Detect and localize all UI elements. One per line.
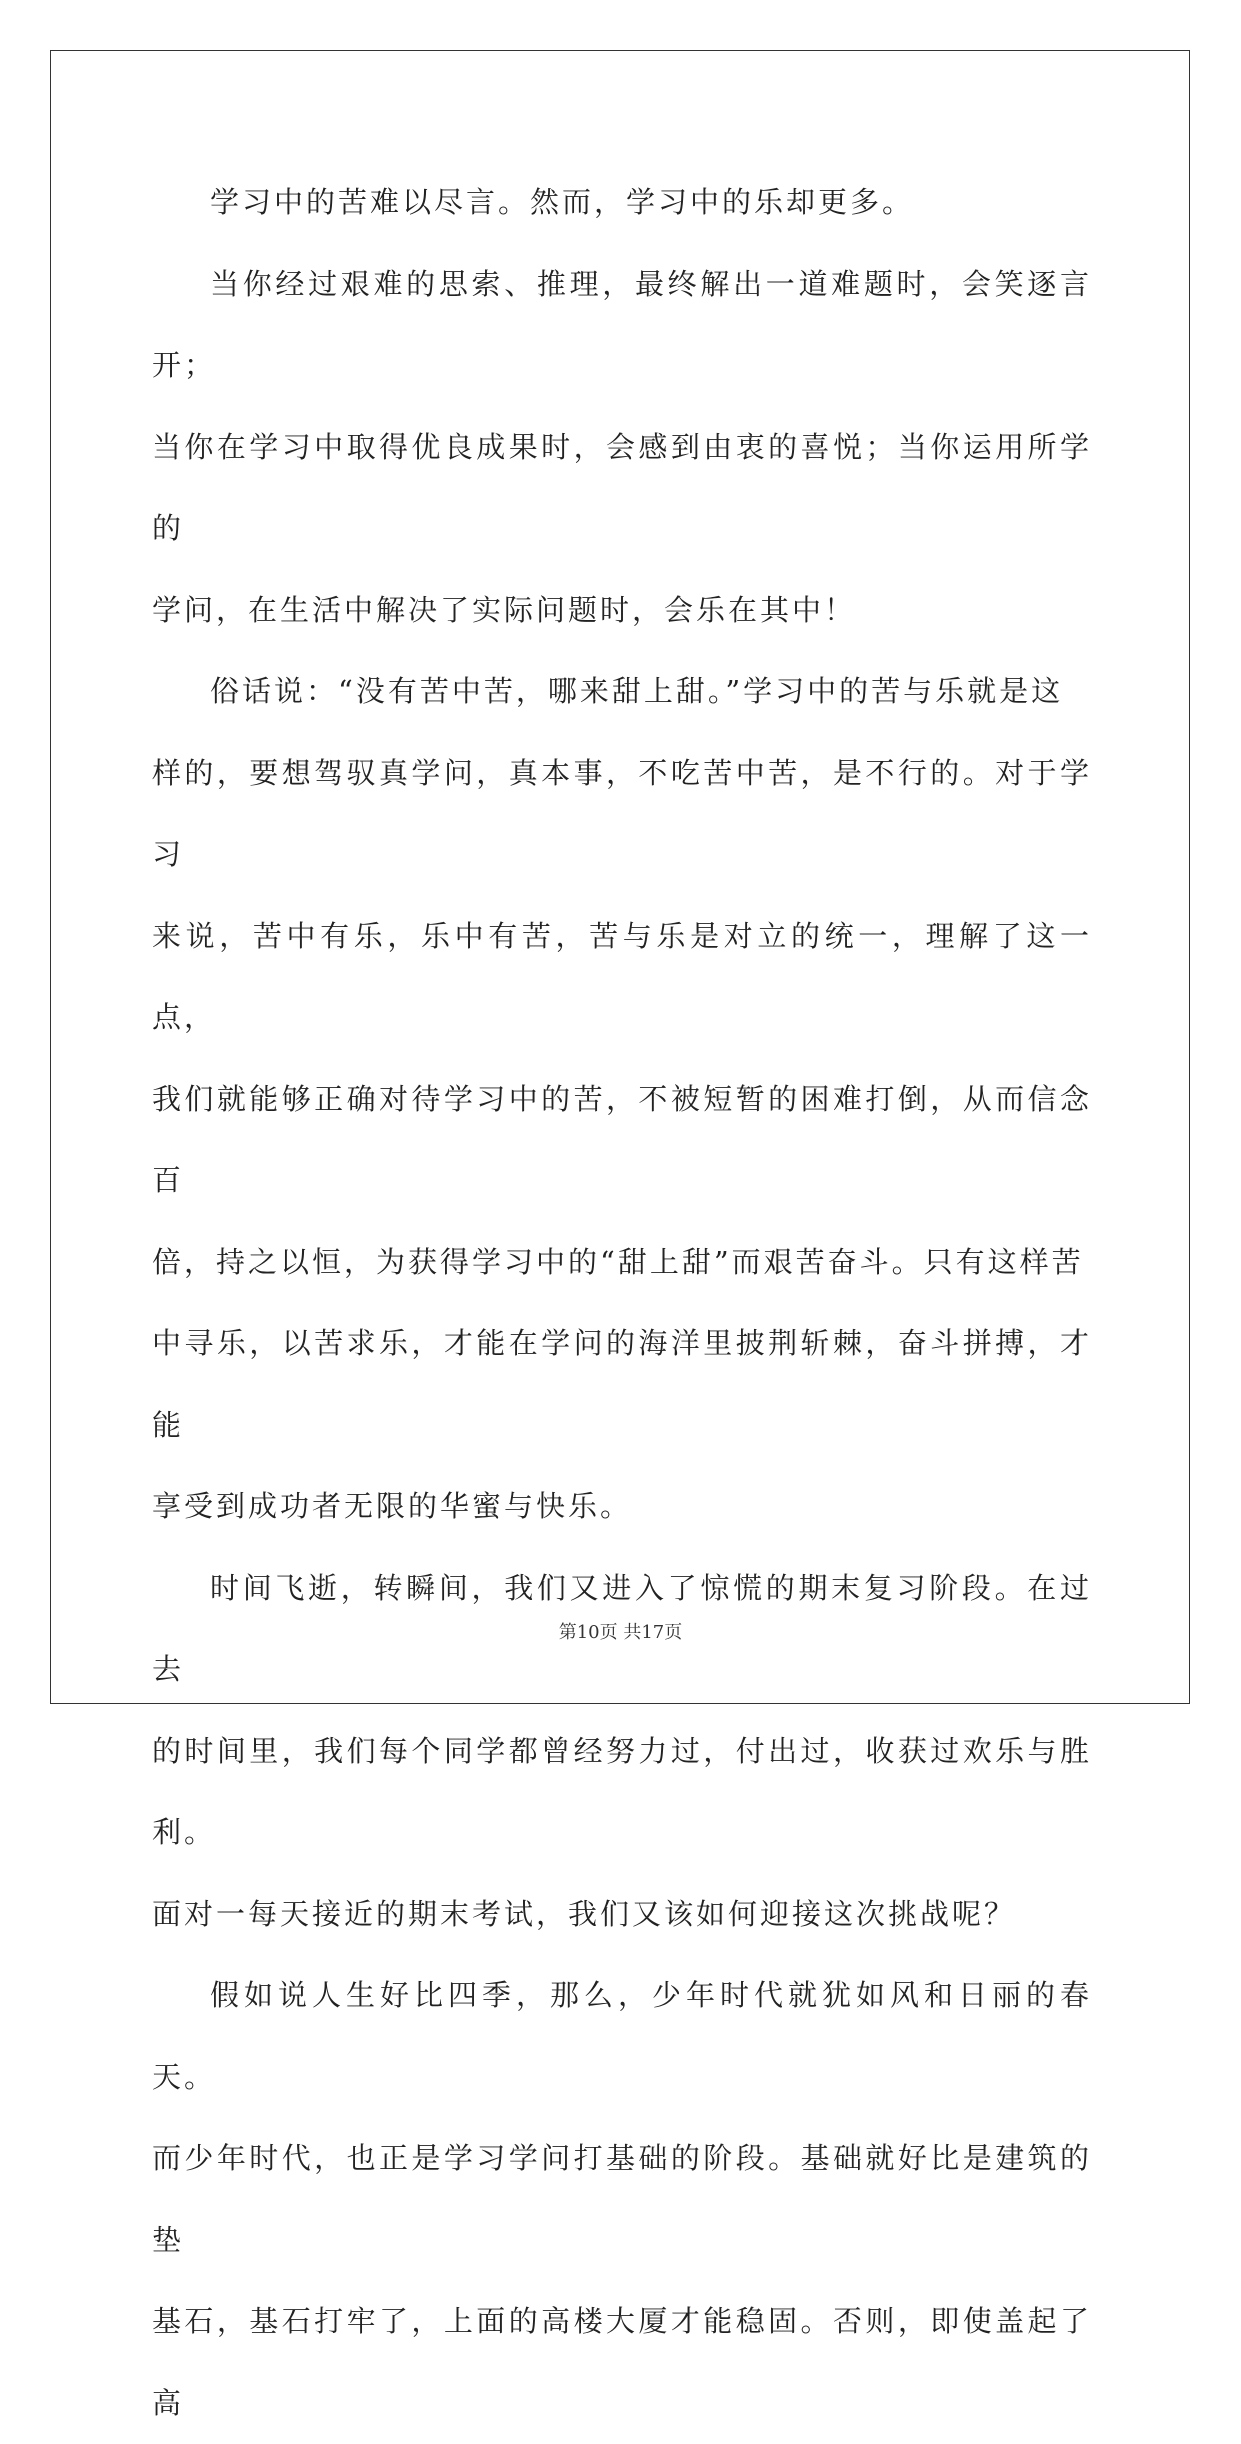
paragraph-1: 学习中的苦难以尽言。然而，学习中的乐却更多。 [210,185,915,219]
paragraph-5: 假如说人生好比四季，那么，少年时代就犹如风和日丽的春天。 而少年时代，也正是学习学问打基础的阶段。基础就好比是建筑的垫 基石，基石打牢了，上面的高楼大厦才能稳固。否则，即使盖起了高 [152,1978,1092,2420]
page-number-footer: 第10页 共17页 [558,1622,683,1643]
paragraph-3: 俗话说：“没有苦中苦，哪来甜上甜。”学习中的苦与乐就是这 样的，要想驾驭真学问，真本事，不吃苦中苦，是不行的。对于学习 来说，苦中有乐，乐中有苦，苦与乐是对立的统一，理解了这一点， 我们就能够正确对待学习中的苦，不被短暂的困难打倒，从而信念百 倍，持之以恒，为获得学习中的“甜上甜”而艰苦奋斗。只有这样苦 中寻乐，以苦求乐，才能在学问的海洋里披荆斩棘，奋斗拼搏，才能 享受到成功者无限的华蜜与快乐。 [152,674,1092,1523]
document-body [152,162,1092,2444]
paragraph-2: 当你经过艰难的思索、推理，最终解出一道难题时，会笑逐言开； 当你在学习中取得优良成果时，会感到由衷的喜悦；当你运用所学的 学问，在生活中解决了实际问题时，会乐在其中！ [152,266,1092,627]
paragraph-4: 时间飞逝，转瞬间，我们又进入了惊慌的期末复习阶段。在过去 的时间里，我们每个同学都曾经努力过，付出过，收获过欢乐与胜利。 面对一每天接近的期末考试，我们又该如何迎接这次挑战呢？ [152,1570,1092,1931]
